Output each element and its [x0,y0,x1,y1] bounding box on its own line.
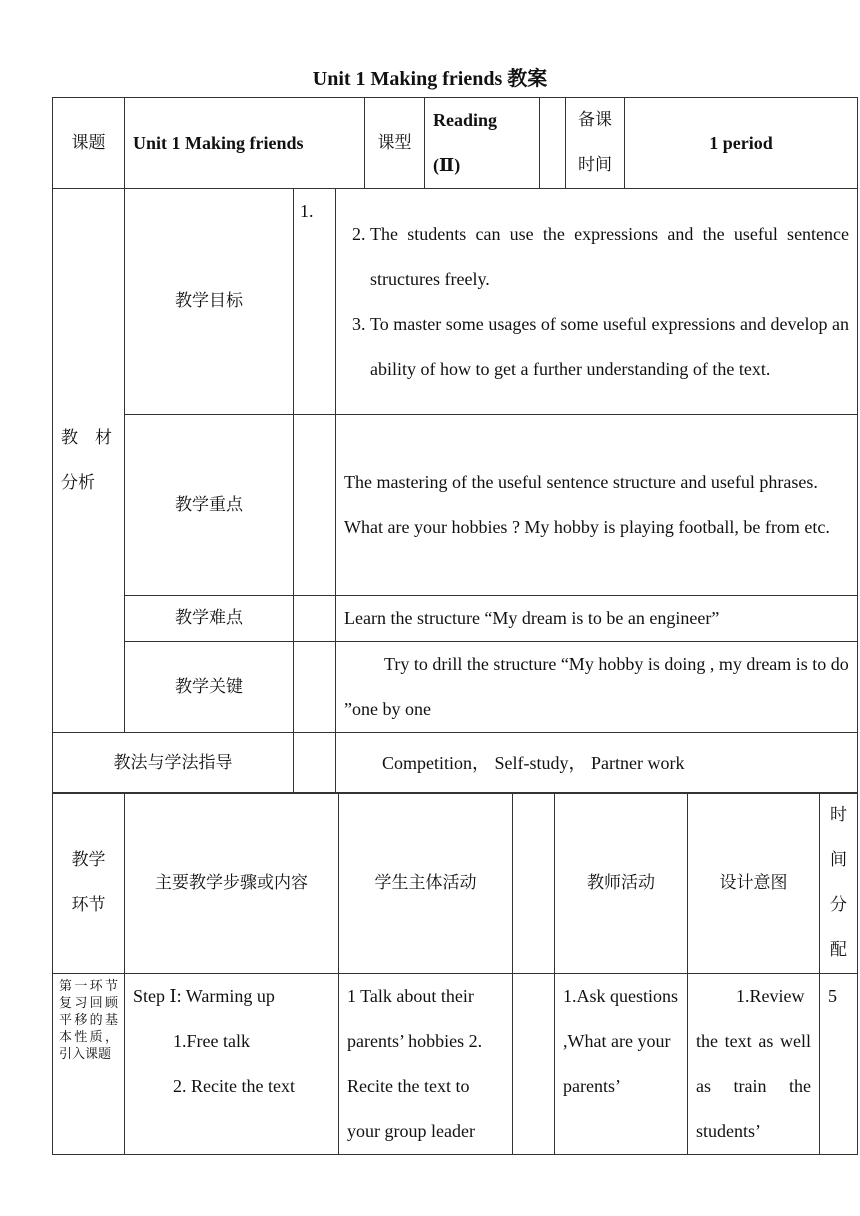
lesson-plan-table-top [52,97,858,794]
label-time-line-1: 备课 [578,110,613,130]
col-stage: 教学环节 [53,793,125,974]
type-value [425,98,540,189]
lesson-plan-table-process [52,792,858,1155]
objectives-content [336,189,858,415]
step1-student: 1 Talk about their parents’ hobbies 2. Recite the text to your group leader [339,974,513,1155]
empty-cell [513,974,555,1155]
topic-value: Unit 1 Making friends [125,98,365,189]
analysis-label [53,189,125,733]
key-points-line-2: What are your hobbies ? My hobby is playing football, be from etc. [344,517,830,537]
step1-content-3: 2. Recite the text [173,1076,295,1096]
objectives-num: 1. [294,189,336,415]
empty-cell [294,415,336,596]
step1-content-1: Step Ⅰ: Warming up [133,986,275,1006]
step1-content-2: 1.Free talk [173,1031,250,1051]
col-intent: 设计意图 [688,793,820,974]
empty-cell [294,642,336,733]
col-student: 学生主体活动 [339,793,513,974]
col-teacher: 教师活动 [555,793,688,974]
empty-cell [294,596,336,642]
key-points-content [336,415,858,596]
step1-content [125,974,339,1155]
key-points-line-1: The mastering of the useful sentence structure and useful phrases. [344,472,818,492]
empty-cell [540,98,566,189]
analysis-label-2: 分析 [61,472,95,493]
col-time: 时间分配 [820,793,858,974]
step1-time: 5 [820,974,858,1155]
time-value: 1 period [625,98,858,189]
label-type: 课型 [365,98,425,189]
methods-label: 教法与学法指导 [53,733,294,794]
difficulties-label: 教学难点 [125,596,294,642]
key-label: 教学关键 [125,642,294,733]
empty-cell [294,733,336,794]
step1-teacher: 1.Ask questions ,What are your parents’ [555,974,688,1155]
label-topic: 课题 [53,98,125,189]
methods-content: Competition， Self-study， Partner work [336,733,858,794]
objective-item: 2. The students can use the expressions and the useful sentence structures freely. [370,212,849,302]
empty-cell [513,793,555,974]
analysis-label-1: 教 材 [61,427,112,448]
label-time-line-2: 时间 [578,155,613,175]
type-line-2: (Ⅱ) [433,155,461,175]
key-points-label: 教学重点 [125,415,294,596]
label-time [566,98,625,189]
difficulties-content: Learn the structure “My dream is to be an engineer” [336,596,858,642]
step1-intent: 1.Review the text as well as train the students’ [688,974,820,1155]
step1-stage: 第一环节 复习回顾平移的基本性质，引入课题 [53,974,125,1155]
type-line-1: Reading [433,110,498,130]
objectives-label: 教学目标 [125,189,294,415]
key-content: Try to drill the structure “My hobby is doing , my dream is to do ”one by one [336,642,858,733]
page-title: Unit 1 Making friends 教案 [312,68,548,90]
objective-item: 3. To master some usages of some useful expressions and develop an ability of how to get a further understanding of the text. [370,302,849,392]
col-content: 主要教学步骤或内容 [125,793,339,974]
